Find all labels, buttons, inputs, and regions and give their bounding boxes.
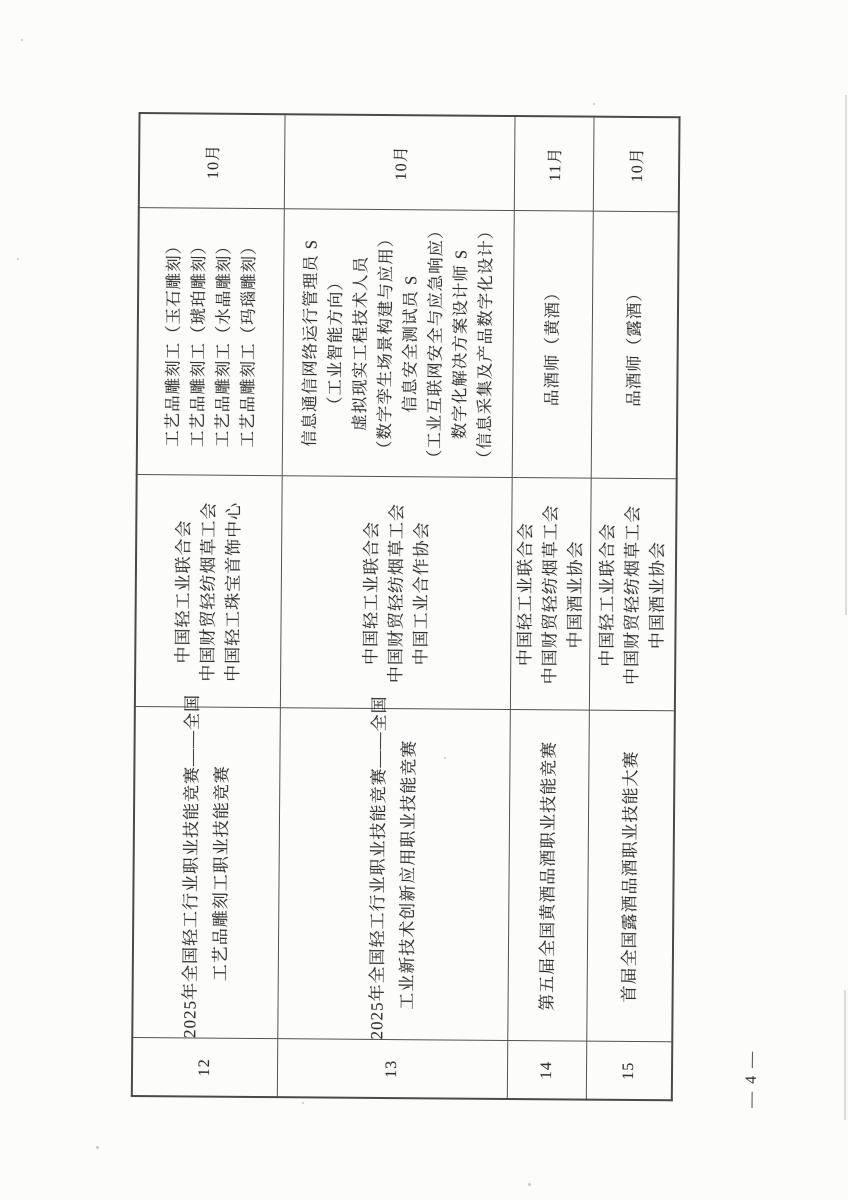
scan-speckle bbox=[96, 1146, 99, 1149]
competition-name-cell bbox=[586, 711, 675, 1043]
scan-speckle bbox=[17, 258, 19, 260]
serial-number-cell bbox=[586, 1042, 672, 1101]
text-line: 信息安全测试员 S bbox=[400, 274, 421, 413]
organizer-cell bbox=[510, 478, 591, 711]
text-line: 中国工业合作协会 bbox=[410, 521, 431, 666]
text-line: 品酒师（黄酒） bbox=[542, 283, 563, 407]
table-row bbox=[132, 113, 285, 1097]
text-line: 工艺品雕刻工（琥珀雕刻） bbox=[187, 236, 209, 448]
text-line: 中国财贸轻纺烟草工会 bbox=[622, 504, 643, 686]
month-label: 10月 bbox=[629, 147, 647, 183]
occupation-cell bbox=[282, 209, 514, 478]
table-row bbox=[277, 114, 515, 1099]
text-line: （信息采集及产品数字化设计） bbox=[474, 221, 496, 467]
serial-number-cell bbox=[132, 1038, 277, 1097]
organizer-cell bbox=[280, 476, 512, 710]
scan-speckle bbox=[593, 103, 595, 105]
scan-speckle bbox=[21, 39, 23, 41]
text-line: 中国财贸轻纺烟草工会 bbox=[540, 504, 561, 685]
text-line: 虚拟现实工程技术人员 bbox=[350, 255, 371, 431]
text-line: 品酒师（露酒） bbox=[624, 284, 645, 407]
occupation-cell bbox=[591, 212, 679, 480]
occupation-cell bbox=[137, 208, 284, 476]
table-row bbox=[586, 117, 680, 1101]
text-line: 2025年全国轻工行业职业技能竞赛——全国 bbox=[180, 693, 202, 1039]
occupation-cell bbox=[512, 211, 593, 479]
text-line: 中国财贸轻纺烟草工会 bbox=[198, 501, 219, 682]
text-line: 首届全国露酒品酒职业技能大赛 bbox=[619, 750, 641, 1003]
text-line: 中国轻工珠宝首饰中心 bbox=[223, 501, 244, 682]
text-line: 信息通信网络运行管理员 S bbox=[299, 238, 321, 447]
scan-speckle bbox=[444, 757, 446, 759]
month-cell bbox=[514, 116, 594, 212]
month-cell bbox=[139, 113, 285, 209]
text-line: 第五届全国黄酒品酒职业技能竞赛 bbox=[537, 740, 559, 1011]
text-line: （工业智能方向） bbox=[325, 273, 346, 414]
serial-number-cell bbox=[277, 1039, 507, 1099]
text-line: 中国轻工业联合会 bbox=[173, 519, 194, 664]
serial-number: 13 bbox=[382, 1059, 401, 1078]
month-cell bbox=[593, 117, 680, 213]
scan-edge-artifact bbox=[845, 95, 847, 615]
text-line: （数字孪生场景构建与应用） bbox=[374, 229, 396, 458]
month-label: 11月 bbox=[547, 146, 565, 182]
month-cell bbox=[284, 114, 515, 211]
serial-number: 15 bbox=[619, 1061, 637, 1080]
text-line: 2025年全国轻工行业职业技能竞赛——全国 bbox=[367, 695, 389, 1040]
scan-speckle bbox=[302, 1102, 304, 1104]
text-line: 中国酒业协会 bbox=[647, 541, 668, 650]
organizer-cell bbox=[135, 475, 282, 708]
text-line: 中国轻工业联合会 bbox=[360, 520, 381, 665]
text-line: 中国酒业协会 bbox=[565, 540, 586, 649]
scan-edge-artifact bbox=[844, 990, 846, 1120]
month-label: 10月 bbox=[392, 145, 410, 181]
serial-number: 14 bbox=[537, 1060, 555, 1080]
text-line: 数字化解决方案设计师 S bbox=[449, 248, 471, 440]
competition-name-cell bbox=[507, 710, 589, 1042]
month-label: 10月 bbox=[205, 143, 223, 179]
competition-name-cell bbox=[277, 695, 510, 1041]
text-line: （工业互联网安全与应急响应） bbox=[424, 221, 446, 467]
text-line: 中国财贸轻纺烟草工会 bbox=[385, 503, 406, 684]
text-line: 工艺品雕刻工（水晶雕刻） bbox=[212, 237, 234, 448]
serial-number: 12 bbox=[195, 1058, 213, 1077]
text-line: 中国轻工业联合会 bbox=[597, 522, 618, 667]
page-number: — 4 — bbox=[742, 1049, 761, 1108]
competition-name-cell bbox=[132, 693, 280, 1039]
competition-schedule-table bbox=[131, 112, 681, 1101]
text-line: 工业新技术创新应用职业技能竞赛 bbox=[397, 739, 419, 1010]
scan-speckle bbox=[528, 1183, 531, 1186]
text-line: 工艺品雕刻工（玛瑙雕刻） bbox=[237, 237, 259, 448]
text-line: 工艺品雕刻工职业技能竞赛 bbox=[210, 765, 232, 982]
organizer-cell bbox=[589, 479, 677, 712]
text-line: 工艺品雕刻工（玉石雕刻） bbox=[162, 236, 184, 447]
serial-number-cell bbox=[507, 1041, 586, 1100]
text-line: 中国轻工业联合会 bbox=[515, 522, 536, 667]
table-row bbox=[507, 116, 594, 1100]
